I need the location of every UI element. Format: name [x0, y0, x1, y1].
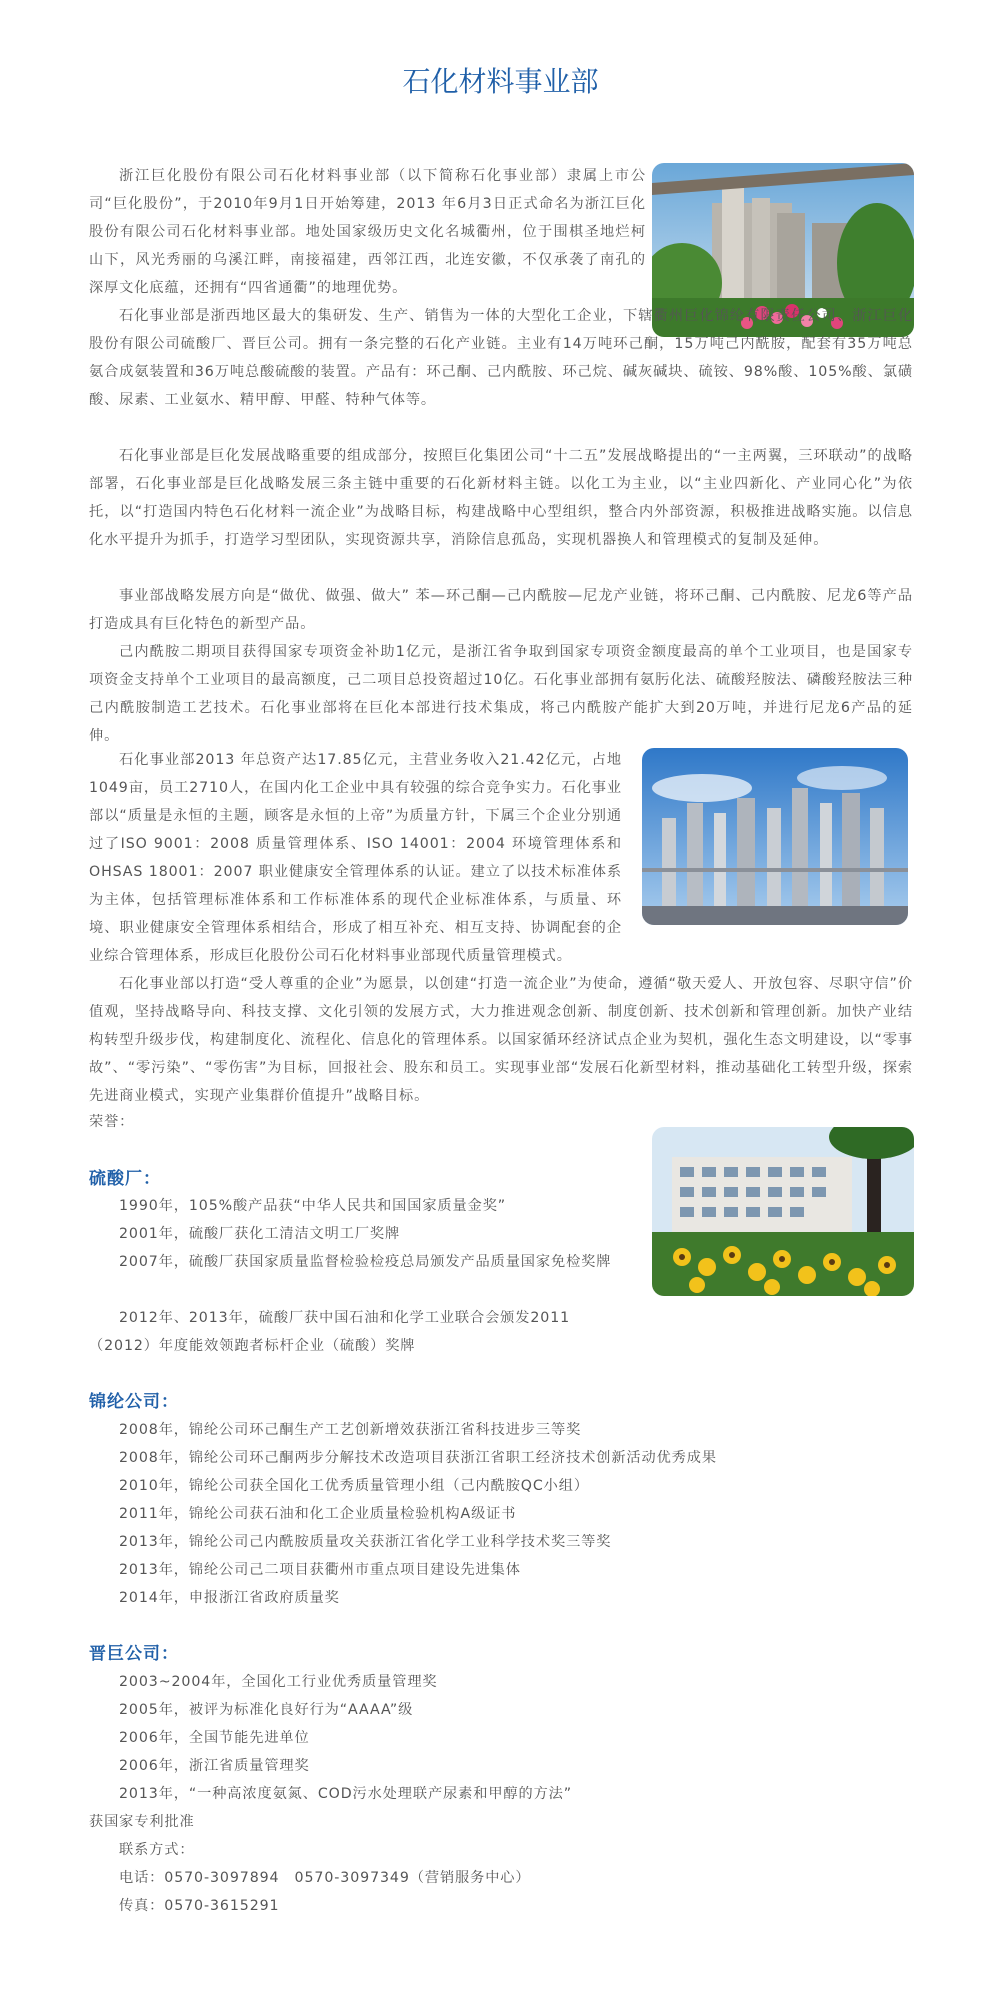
overview-paragraph: 石化事业部是浙西地区最大的集研发、生产、销售为一体的大型化工企业，下辖衢州巨化锦纶有限责任公司、浙江巨化股份有限公司硫酸厂、晋巨公司。拥有一条完整的石化产业链。主业有14万吨环己酮，15万吨己内酰胺，配套有35万吨总氨合成氨装置和36万吨总酸硫酸的装置。产品有：环己酮、己内酰胺、环己烷、碱灰碱块、硫铵、98%酸、105%酸、氯磺酸、尿素、工业氨水、精甲醇、甲醛、特种气体等。 — [89, 308, 913, 408]
honor-item: 2013年，“一种高浓度氨氮、COD污水处理联产尿素和甲醇的方法” — [119, 1786, 573, 1802]
honor-item: 2010年，锦纶公司获全国化工优秀质量管理小组（己内酰胺QC小组） — [119, 1478, 589, 1494]
section-heading-nylon-company: 锦纶公司： — [89, 1392, 179, 1412]
direction-paragraph: 事业部战略发展方向是“做优、做强、做大” 苯—环己酮—己内酰胺—尼龙产业链，将环己酮、己内酰胺、尼龙6等产品打造成具有巨化特色的新型产品。 — [89, 588, 913, 632]
honor-item: 2011年，锦纶公司获石油和化工企业质量检验机构A级证书 — [119, 1506, 517, 1522]
contact-fax: 传真：0570-3615291 — [119, 1898, 280, 1914]
honor-item: 2001年，硫酸厂获化工清洁文明工厂奖牌 — [119, 1226, 401, 1242]
factory-building-photo — [652, 1127, 914, 1296]
honor-item: 2006年，全国节能先进单位 — [119, 1730, 310, 1746]
honor-item: 2013年，锦纶公司己内酰胺质量攻关获浙江省化学工业科学技术奖三等奖 — [119, 1534, 612, 1550]
distillation-columns-photo — [642, 748, 908, 925]
honor-item: 2007年，硫酸厂获国家质量监督检验检疫总局颁发产品质量国家免检奖牌 — [119, 1254, 612, 1270]
honor-item: 1990年，105%酸产品获“中华人民共和国国家质量金奖” — [119, 1198, 507, 1214]
honor-item: 2013年，锦纶公司己二项目获衢州市重点项目建设先进集体 — [119, 1562, 521, 1578]
page-title: 石化材料事业部 — [402, 65, 599, 98]
contact-label: 联系方式： — [119, 1842, 195, 1858]
honor-item: 2003~2004年，全国化工行业优秀质量管理奖 — [119, 1674, 438, 1690]
honor-item: 2008年，锦纶公司环己酮生产工艺创新增效获浙江省科技进步三等奖 — [119, 1422, 582, 1438]
section-heading-jinju-company: 晋巨公司： — [89, 1644, 179, 1664]
section-heading-sulfuric-acid-plant: 硫酸厂： — [89, 1169, 161, 1189]
quality-paragraph: 石化事业部2013 年总资产达17.85亿元，主营业务收入21.42亿元，占地1049亩，员工2710人，在国内化工企业中具有较强的综合竞争实力。石化事业部以“质量是永恒的主题，顾客是永恒的上帝”为质量方针，下属三个企业分别通过了ISO 9001：2008 质量管理体系、ISO 14001：2004 环境管理体系和OHSAS 18001：2007 职业健康安全管理体系的认证。建立了以技术标准体系为主体，包括管理标准体系和工作标准体系的现代企业标准体系，与质量、环境、职业健康安全管理体系相结合，形成了相互补充、相互支持、协调配套的企业综合管理体系，形成巨化股份公司石化材料事业部现代质量管理模式。 — [89, 752, 622, 964]
intro-paragraph: 浙江巨化股份有限公司石化材料事业部（以下简称石化事业部）隶属上市公司“巨化股份”，于2010年9月1日开始筹建，2013 年6月3日正式命名为浙江巨化股份有限公司石化材料事业部。地处国家级历史文化名城衢州，位于围棋圣地烂柯山下，风光秀丽的乌溪江畔，南接福建，西邻江西，北连安徽，不仅承袭了南孔的深厚文化底蕴，还拥有“四省通衢”的地理优势。 — [89, 168, 646, 296]
honor-item: 2008年，锦纶公司环己酮两步分解技术改造项目获浙江省职工经济技术创新活动优秀成果 — [119, 1450, 717, 1466]
project-paragraph: 己内酰胺二期项目获得国家专项资金补助1亿元，是浙江省争取到国家专项资金额度最高的单个工业项目，也是国家专项资金支持单个工业项目的最高额度，己二项目总投资超过10亿。石化事业部拥有氨肟化法、硫酸羟胺法、磷酸羟胺法三种己内酰胺制造工艺技术。石化事业部将在巨化本部进行技术集成，将己内酰胺产能扩大到20万吨，并进行尼龙6产品的延伸。 — [89, 644, 913, 744]
honors-label: 荣誉： — [89, 1114, 135, 1130]
honor-item: 2005年，被评为标准化良好行为“AAAA”级 — [119, 1702, 414, 1718]
contact-phone: 电话：0570-3097894 0570-3097349（营销服务中心） — [119, 1870, 531, 1886]
vision-paragraph: 石化事业部以打造“受人尊重的企业”为愿景，以创建“打造一流企业”为使命，遵循“敬天爱人、开放包容、尽职守信”价值观，坚持战略导向、科技支撑、文化引领的发展方式，大力推进观念创新、制度创新、技术创新和管理创新。加快产业结构转型升级步伐，构建制度化、流程化、信息化的管理体系。以国家循环经济试点企业为契机，强化生态文明建设，以“零事故”、“零污染”、“零伤害”为目标，回报社会、股东和员工。实现事业部“发展石化新型材料，推动基础化工转型升级，探索先进商业模式，实现产业集群价值提升”战略目标。 — [89, 976, 913, 1104]
honor-item: 2006年，浙江省质量管理奖 — [119, 1758, 310, 1774]
honor-item: 2012年、2013年，硫酸厂获中国石油和化学工业联合会颁发2011（2012）年度能效领跑者标杆企业（硫酸）奖牌 — [89, 1310, 571, 1354]
honor-item: 2014年，申报浙江省政府质量奖 — [119, 1590, 340, 1606]
strategy-paragraph: 石化事业部是巨化发展战略重要的组成部分，按照巨化集团公司“十二五”发展战略提出的“一主两翼，三环联动”的战略部署，石化事业部是巨化战略发展三条主链中重要的石化新材料主链。以化工为主业，以“主业四新化、产业同心化”为依托，以“打造国内特色石化材料一流企业”为战略目标，构建战略中心型组织，整合内外部资源，积极推进战略实施。以信息化水平提升为抓手，打造学习型团队，实现资源共享，消除信息孤岛，实现机器换人和管理模式的复制及延伸。 — [89, 448, 913, 548]
honor-item: 获国家专利批准 — [89, 1814, 195, 1830]
